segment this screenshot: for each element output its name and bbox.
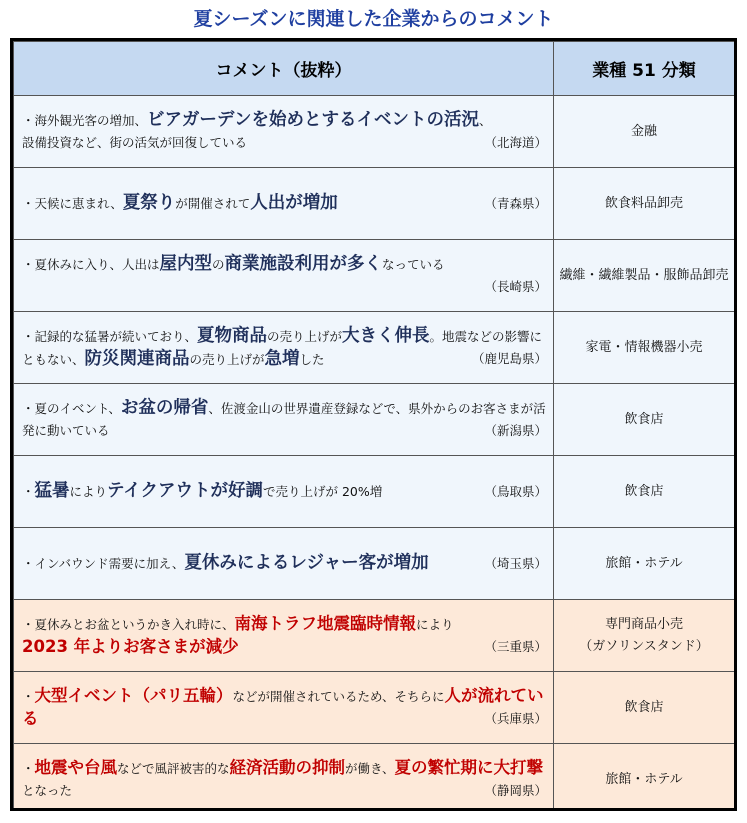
table-row (14, 312, 735, 384)
comment-text: となった (22, 783, 73, 798)
comment-highlight: ビアガーデンを始めとするイベントの活況 (147, 110, 479, 130)
header-comment: コメント（抜粋） (14, 42, 554, 96)
table-row (14, 672, 735, 744)
header-industry: 業種 51 分類 (554, 42, 735, 96)
industry-cell: 家電・情報機器小売 (554, 312, 735, 384)
comment-highlight: 大型イベント（パリ五輪） (34, 685, 233, 705)
table-row (14, 528, 735, 600)
comment-text: ・ (22, 761, 35, 776)
comment-highlight: 夏休みによるレジャー客が増加 (184, 553, 429, 573)
industry-cell: 繊維・繊維製品・服飾品卸売 (554, 240, 735, 312)
comment-text: ・記録的な猛暑が続いており、 (22, 328, 198, 344)
comment-cell (14, 312, 554, 384)
prefecture-label: （新潟県） (484, 423, 547, 438)
table-row (14, 456, 735, 528)
comment-highlight: 大きく伸長 (342, 325, 430, 346)
comment-text: ・ (22, 484, 35, 499)
prefecture-label: （青森県） (484, 195, 547, 211)
industry-sublabel: （ガソリンスタンド） (579, 638, 709, 654)
comments-table (10, 38, 737, 811)
comment-text: ・インバウンド需要に加え、 (22, 556, 185, 571)
comment-cell (14, 744, 554, 812)
prefecture-label: （長崎県） (484, 279, 547, 294)
table-row (14, 168, 735, 240)
comment-text: した (299, 351, 325, 367)
comment-text: が働き、 (345, 761, 395, 776)
comment-text: 。地震などの影響にともない、 (22, 328, 543, 367)
comment-cell (14, 456, 554, 528)
comment-cell (14, 240, 554, 312)
comment-text: ・夏休みに入り、人出は (22, 257, 160, 272)
comment-cell (14, 600, 554, 672)
comment-text: により (69, 484, 108, 499)
comment-highlight: 経済活動の抑制 (229, 758, 346, 777)
industry-cell: 金融 (554, 96, 735, 168)
comment-highlight: 夏祭り (122, 193, 176, 213)
industry-cell: 旅館・ホテル (554, 744, 735, 812)
comment-text: などで風評被害的な (117, 761, 230, 776)
table-row (14, 96, 735, 168)
industry-label: 専門商品小売 (604, 616, 683, 632)
table-row (14, 384, 735, 456)
comment-highlight: 商業施設利用が多く (224, 254, 383, 274)
industry-cell: 飲食店 (554, 384, 735, 456)
prefecture-label: （鹿児島県） (471, 350, 547, 366)
comment-text: 設備投資など、街の活気が回復している (22, 135, 248, 150)
comment-text: ・ (22, 688, 35, 704)
table-row (14, 600, 735, 672)
table-row (14, 240, 735, 312)
industry-cell (554, 600, 735, 672)
comment-highlight: 屋内型 (159, 254, 213, 274)
page-title: 夏シーズンに関連した企業からのコメント (193, 8, 554, 30)
comment-text: の (212, 257, 225, 272)
comment-highlight: テイクアウトが好調 (107, 481, 263, 501)
comment-text: が開催されて (175, 196, 251, 211)
comment-text: ・天候に恵まれ、 (22, 196, 123, 211)
comment-text: の売り上げが (189, 351, 265, 367)
prefecture-label: （鳥取県） (484, 483, 547, 499)
comment-text: ・夏のイベント、 (22, 401, 121, 416)
comment-highlight: 急増 (264, 348, 300, 369)
table-row (14, 744, 735, 812)
comment-highlight: 猛暑 (34, 481, 70, 501)
comment-highlight: 南海トラフ地震臨時情報 (234, 614, 417, 633)
comment-cell (14, 384, 554, 456)
comment-cell (14, 528, 554, 600)
prefecture-label: （三重県） (484, 639, 547, 654)
prefecture-label: （兵庫県） (484, 710, 547, 726)
comment-text: 、佐渡金山の世界遺産登録などで、県外からのお客さまが活発に動いている (22, 401, 546, 438)
comment-highlight: 夏物商品 (197, 325, 268, 346)
table-header-row (14, 42, 735, 96)
comment-cell (14, 672, 554, 744)
comment-highlight: 夏の繁忙期に大打撃 (394, 758, 544, 777)
comment-text: 、 (479, 113, 492, 128)
comment-text: ・夏休みとお盆というかき入れ時に、 (22, 617, 235, 632)
comment-highlight: 人が流れている (22, 685, 544, 728)
industry-cell: 旅館・ホテル (554, 528, 735, 600)
prefecture-label: （静岡県） (484, 783, 547, 798)
comment-highlight: 人出が増加 (250, 193, 338, 213)
comment-cell (14, 168, 554, 240)
comment-text: なっている (382, 257, 445, 272)
comment-text: ・海外観光客の増加、 (22, 113, 148, 128)
prefecture-label: （埼玉県） (484, 555, 547, 571)
comment-text: の売り上げが (267, 328, 343, 344)
comment-highlight: 地震や台風 (34, 758, 118, 777)
comment-highlight: お盆の帰省 (120, 398, 209, 418)
prefecture-label: （北海道） (484, 135, 547, 150)
comment-text: により (416, 617, 454, 632)
comment-cell (14, 96, 554, 168)
comment-text: で売り上げが 20%増 (262, 484, 383, 499)
industry-cell: 飲食店 (554, 456, 735, 528)
comment-highlight: 2023 年よりお客さまが減少 (22, 637, 239, 656)
comment-text: などが開催されているため、そちらに (232, 688, 445, 704)
industry-cell: 飲食店 (554, 672, 735, 744)
industry-cell: 飲食料品卸売 (554, 168, 735, 240)
comment-highlight: 防災関連商品 (84, 348, 190, 369)
